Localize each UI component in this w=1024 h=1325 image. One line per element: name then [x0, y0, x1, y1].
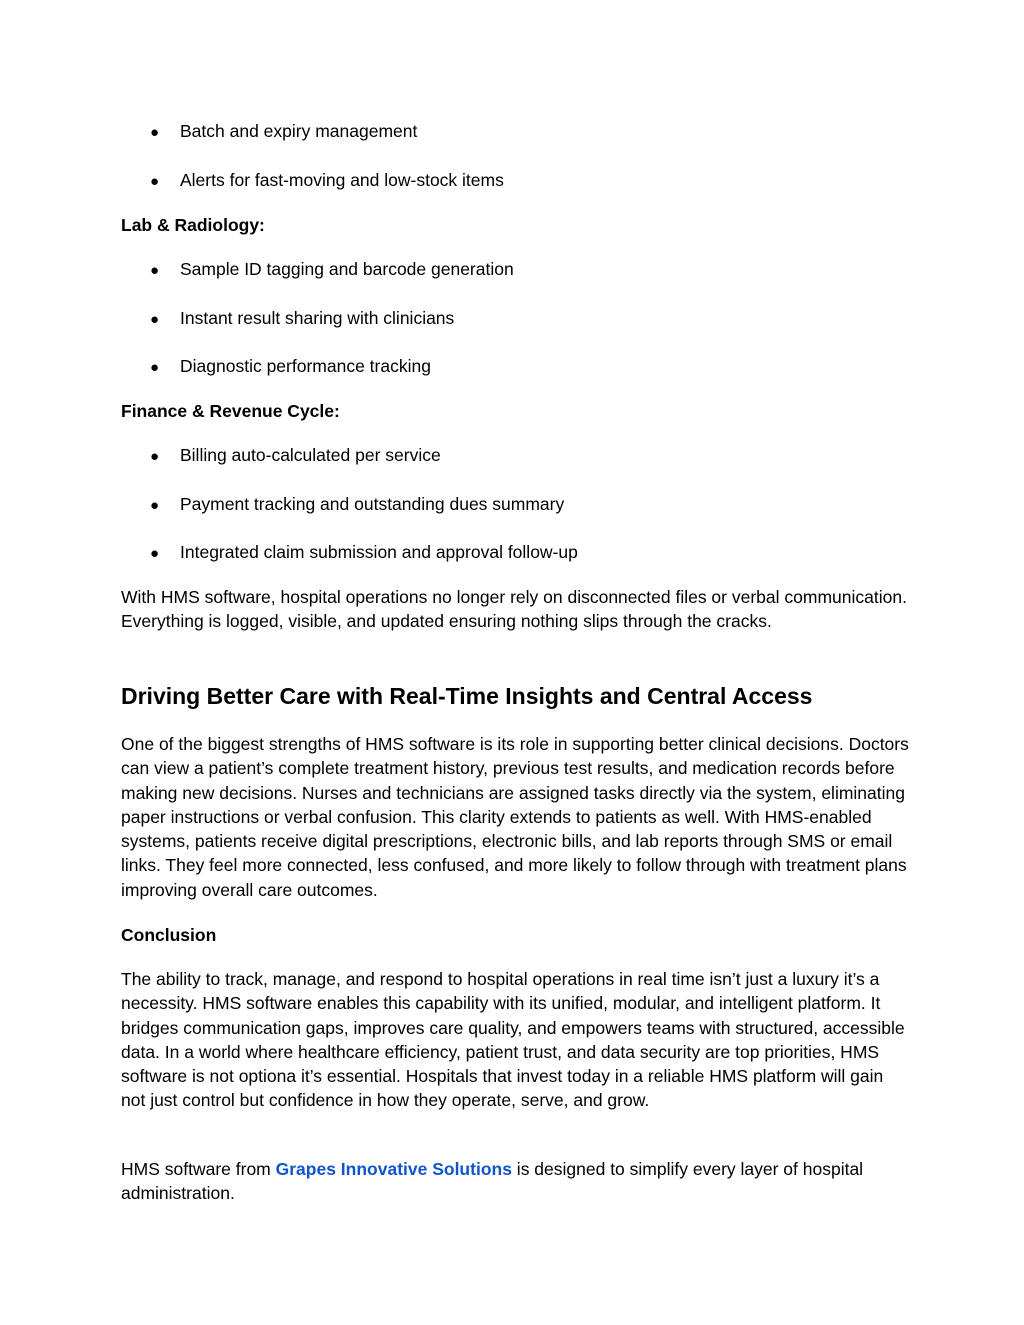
grapes-innovative-solutions-link[interactable]: Grapes Innovative Solutions — [275, 1159, 512, 1179]
list-item-text: Alerts for fast-moving and low-stock items — [180, 170, 504, 190]
list-item-text: Payment tracking and outstanding dues summary — [180, 494, 565, 514]
bullet-icon: ● — [150, 262, 160, 279]
list-item-text: Diagnostic performance tracking — [180, 356, 431, 376]
final-suffix: is designed to simplify every layer of hospital administration. — [121, 1159, 864, 1204]
final-prefix: HMS software from — [121, 1159, 276, 1179]
lab-radiology-heading: Lab & Radiology: — [121, 215, 265, 235]
list-item — [150, 257, 514, 283]
list-item-text: Integrated claim submission and approval follow-up — [180, 542, 578, 562]
section-heading: Driving Better Care with Real-Time Insights and Central Access — [121, 683, 813, 709]
summary-paragraph: With HMS software, hospital operations no longer rely on disconnected files or verbal communication. Everything is logged, visible, and updated ensuring nothing slips through the cracks. — [121, 587, 907, 632]
conclusion-paragraph: The ability to track, manage, and respond to hospital operations in real time isn’t just a luxury it’s a necessity. HMS software enables this capability with its unified, modular, and intelligent platform. It bridges communication gaps, improves care quality, and empowers teams with structured, accessible data. In a world where healthcare efficiency, patient trust, and data security are top priorities, HMS software is not optiona it’s essential. Hospitals that invest today in a reliable HMS platform will gain not just control but confidence in how they operate, serve, and grow. — [121, 969, 905, 1111]
list-item — [150, 540, 578, 566]
list-item-text: Batch and expiry management — [180, 121, 418, 141]
bullet-icon: ● — [150, 173, 160, 190]
bullet-icon: ● — [150, 359, 160, 376]
conclusion-heading: Conclusion — [121, 925, 217, 945]
list-item — [150, 492, 564, 518]
bullet-icon: ● — [150, 124, 160, 141]
finance-revenue-heading: Finance & Revenue Cycle: — [121, 401, 340, 421]
list-item-text: Billing auto-calculated per service — [180, 445, 441, 465]
bullet-icon: ● — [150, 497, 160, 514]
list-item — [150, 168, 504, 194]
list-item — [150, 354, 431, 380]
list-item — [150, 306, 454, 332]
list-item-text: Instant result sharing with clinicians — [180, 308, 455, 328]
list-item — [150, 119, 417, 145]
driving-paragraph: One of the biggest strengths of HMS software is its role in supporting better clinical decisions. Doctors can view a patient’s complete treatment history, previous test results, and medication records before making new decisions. Nurses and technicians are assigned tasks directly via the system, eliminating paper instructions or verbal confusion. This clarity extends to patients as well. With HMS-enabled systems, patients receive digital prescriptions, electronic bills, and lab reports through SMS or email links. They feel more connected, less confused, and more likely to follow through with treatment plans improving overall care outcomes. — [121, 734, 909, 900]
bullet-icon: ● — [150, 311, 160, 328]
bullet-icon: ● — [150, 448, 160, 465]
list-item-text: Sample ID tagging and barcode generation — [180, 259, 514, 279]
final-paragraph — [121, 1157, 911, 1206]
bullet-icon: ● — [150, 545, 160, 562]
list-item — [150, 443, 441, 469]
